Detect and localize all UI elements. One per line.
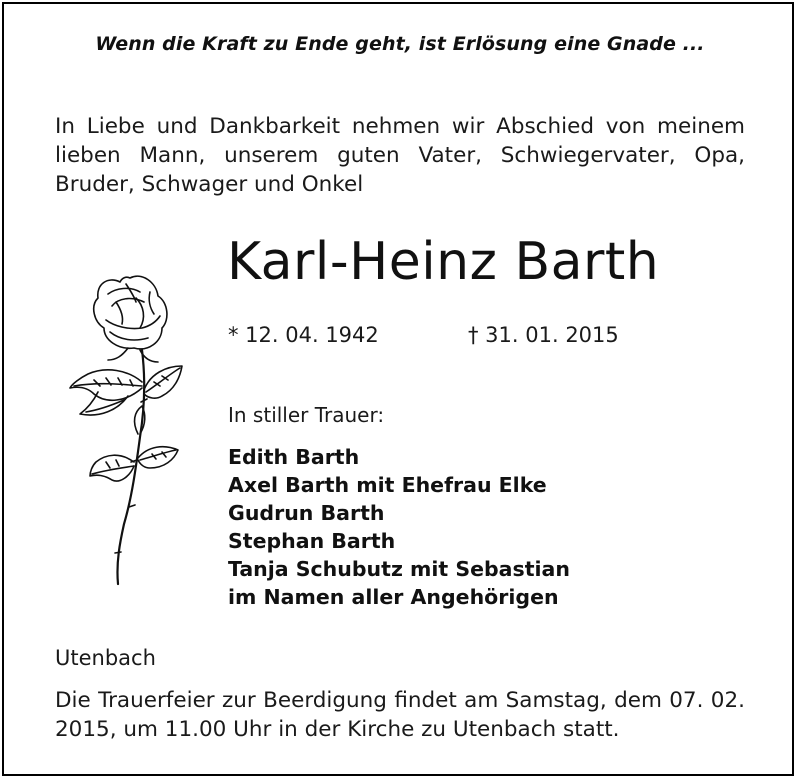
birth-date: * 12. 04. 1942 bbox=[228, 323, 379, 347]
mourners-list bbox=[228, 443, 570, 611]
mourner-item: Edith Barth bbox=[228, 445, 360, 469]
intro-text: In Liebe und Dankbarkeit nehmen wir Abschied von meinem lieben Mann, unserem guten Vater, Schwiegervater, Opa, Bruder, Schwager und Onkel bbox=[55, 114, 745, 197]
mourner-item: Axel Barth mit Ehefrau Elke bbox=[228, 473, 547, 497]
mourner-item: Gudrun Barth bbox=[228, 501, 385, 525]
deceased-name: Karl-Heinz Barth bbox=[227, 232, 660, 292]
place-name: Utenbach bbox=[55, 646, 156, 670]
rose-illustration-icon bbox=[50, 262, 200, 592]
death-date: † 31. 01. 2015 bbox=[468, 323, 619, 347]
motto-heading: Wenn die Kraft zu Ende geht, ist Erlösung eine Gnade ... bbox=[95, 33, 705, 55]
mourner-item: Stephan Barth bbox=[228, 529, 396, 553]
mourner-item: im Namen aller Angehörigen bbox=[228, 585, 559, 609]
ceremony-text: Die Trauerfeier zur Beerdigung findet am Samstag, dem 07. 02. 2015, um 11.00 Uhr in der Kirche zu Utenbach statt. bbox=[55, 688, 745, 742]
mourner-item: Tanja Schubutz mit Sebastian bbox=[228, 557, 570, 581]
mourners-label: In stiller Trauer: bbox=[228, 403, 385, 427]
